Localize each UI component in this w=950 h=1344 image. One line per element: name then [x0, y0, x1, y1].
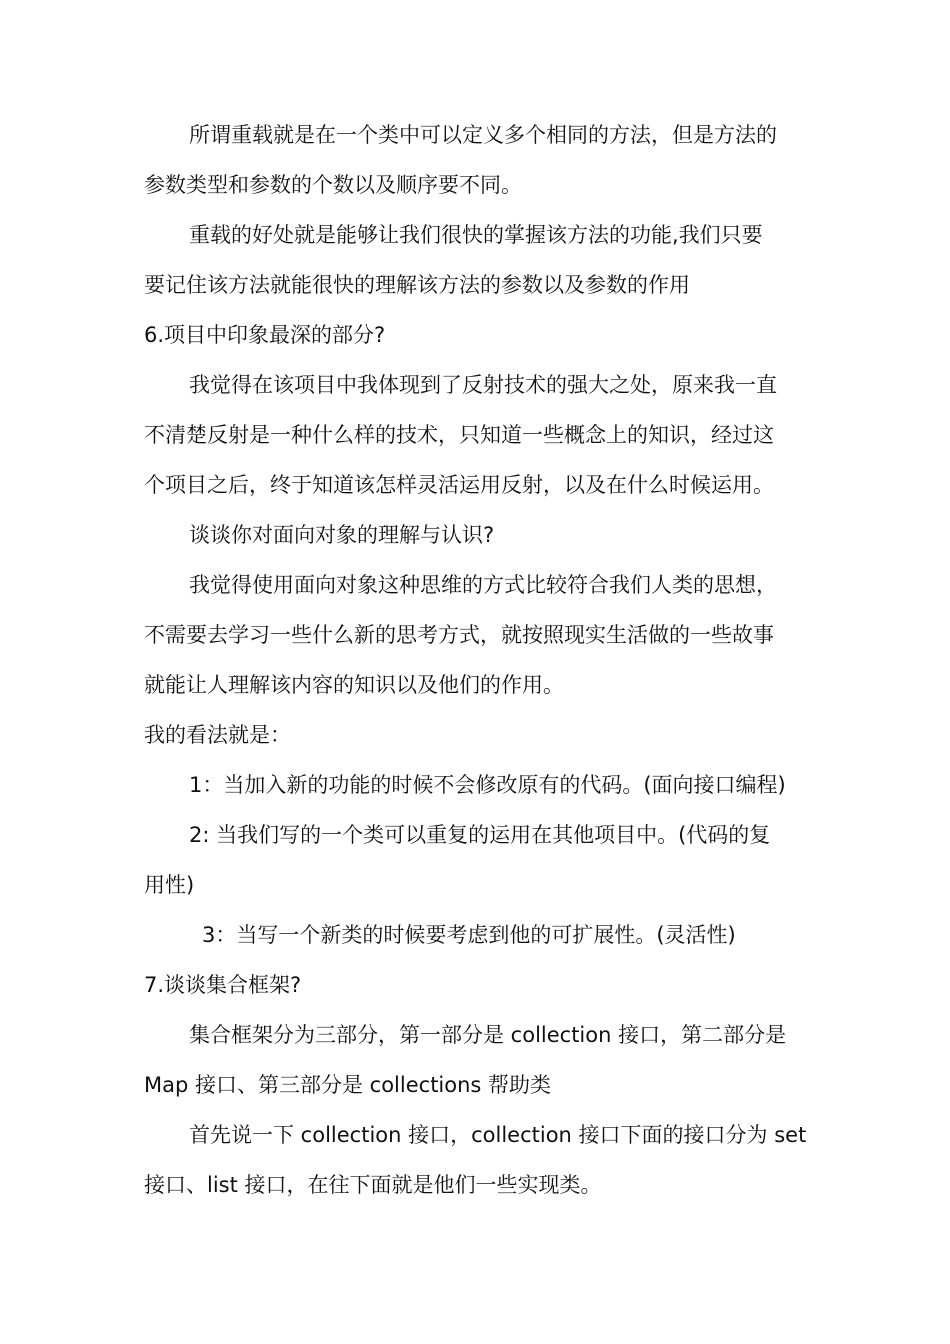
text-line: 1：当加入新的功能的时候不会修改原有的代码。(面向接口编程) [189, 773, 786, 797]
text-line: 不需要去学习一些什么新的思考方式，就按照现实生活做的一些故事 [144, 623, 774, 647]
text-line: Map 接口、第三部分是 collections 帮助类 [144, 1073, 552, 1097]
text-line: 3：当写一个新类的时候要考虑到他的可扩展性。(灵活性) [202, 923, 736, 947]
text-line: 用性) [144, 873, 195, 897]
text-line: 个项目之后，终于知道该怎样灵活运用反射，以及在什么时候运用。 [144, 473, 774, 497]
text-line: 6.项目中印象最深的部分? [144, 323, 386, 347]
text-line: 我的看法就是： [144, 723, 291, 747]
text-line: 重载的好处就是能够让我们很快的掌握该方法的功能,我们只要 [189, 223, 763, 247]
text-line: 7.谈谈集合框架? [144, 973, 302, 997]
document-page [144, 110, 808, 1210]
text-line: 2: 当我们写的一个类可以重复的运用在其他项目中。(代码的复 [189, 823, 771, 847]
text-line: 不清楚反射是一种什么样的技术，只知道一些概念上的知识，经过这 [144, 423, 774, 447]
text-line: 就能让人理解该内容的知识以及他们的作用。 [144, 673, 564, 697]
text-line: 要记住该方法就能很快的理解该方法的参数以及参数的作用 [144, 273, 690, 297]
text-line: 参数类型和参数的个数以及顺序要不同。 [144, 173, 522, 197]
text-line: 接口、list 接口，在往下面就是他们一些实现类。 [144, 1173, 602, 1197]
text-line: 集合框架分为三部分，第一部分是 collection 接口，第二部分是 [189, 1023, 787, 1047]
text-line: 所谓重载就是在一个类中可以定义多个相同的方法，但是方法的 [189, 123, 777, 147]
text-line: 首先说一下 collection 接口，collection 接口下面的接口分为 set [189, 1123, 807, 1147]
text-line: 谈谈你对面向对象的理解与认识? [189, 523, 495, 547]
text-line: 我觉得在该项目中我体现到了反射技术的强大之处，原来我一直 [189, 373, 777, 397]
text-line: 我觉得使用面向对象这种思维的方式比较符合我们人类的思想， [189, 573, 777, 597]
